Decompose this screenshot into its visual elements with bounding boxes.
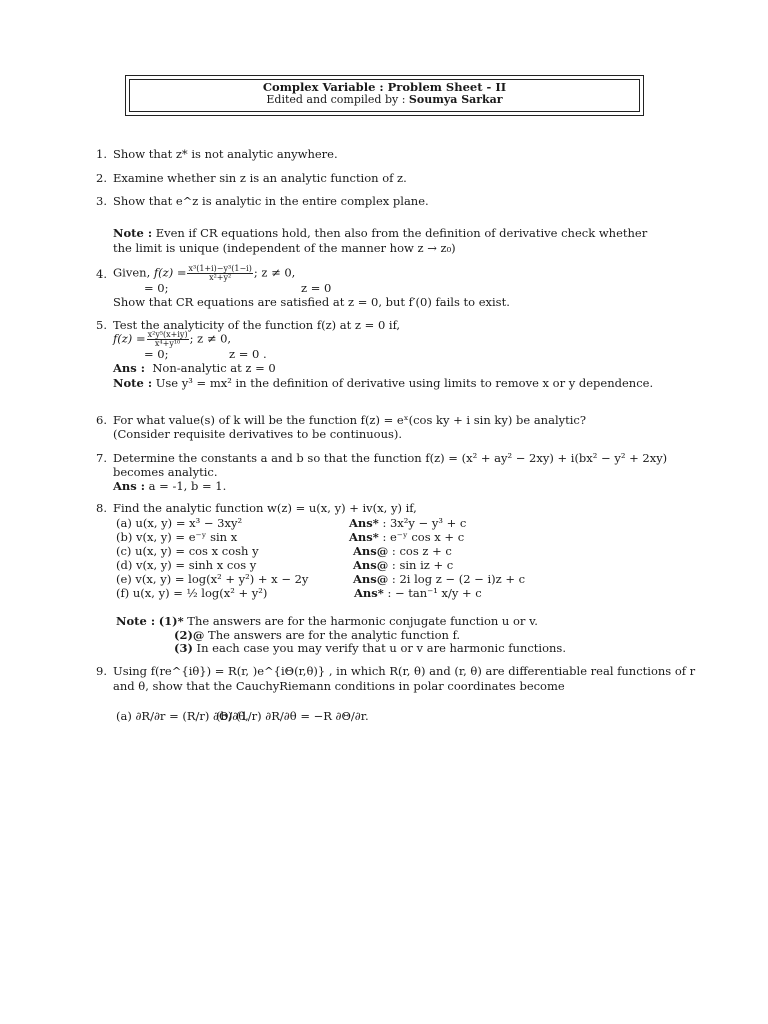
problem-8-note-3-text: In each case you may verify that u or v are harmonic functions. xyxy=(196,641,566,655)
problem-8-answer-f xyxy=(354,586,482,600)
problem-8-note-label: Note : xyxy=(116,614,156,628)
problem-1-text: Show that z* is not analytic anywhere. xyxy=(113,147,338,161)
problem-9-line-2: and θ, show that the CauchyRiemann conditions in polar coordinates become xyxy=(113,679,565,693)
problem-9-part-b: (b) (1/r) ∂R/∂θ = −R ∂Θ/∂r. xyxy=(216,709,369,723)
author-name: Soumya Sarkar xyxy=(408,93,503,106)
problem-7-ans-label: Ans : xyxy=(113,479,146,493)
problem-8-answer-c xyxy=(353,544,452,558)
problem-5-answer xyxy=(113,361,276,375)
problem-6-number: 6. xyxy=(96,413,107,427)
problem-9-part-a: (a) ∂R/∂r = (R/r) ∂Θ/∂θ, xyxy=(116,709,249,723)
problem-5-fz: f(z) = xyxy=(113,331,146,346)
problem-9-number: 9. xyxy=(96,664,107,678)
problem-8-ans-label-d: Ans@ xyxy=(353,558,389,572)
problem-6-line-1: For what value(s) of k will be the function f(z) = eˣ(cos ky + i sin ky) be analytic? xyxy=(113,413,587,427)
problem-4-line-3: Show that CR equations are satisfied at z = 0, but f′(0) fails to exist. xyxy=(113,295,510,309)
problem-8-number: 8. xyxy=(96,501,107,515)
problem-5-note xyxy=(113,376,653,390)
problem-7-ans-text: a = -1, b = 1. xyxy=(148,479,227,493)
problem-5-number: 5. xyxy=(96,318,107,332)
note-1-line-1 xyxy=(113,226,647,240)
problem-8-answer-a xyxy=(349,516,466,530)
problem-8-ans-label-c: Ans@ xyxy=(353,544,389,558)
problem-8-ans-label-f: Ans* xyxy=(354,586,384,600)
problem-4-condition-1: ; z ≠ 0, xyxy=(253,265,296,280)
problem-3-text: Show that e^z is analytic in the entire complex plane. xyxy=(113,194,429,208)
problem-8-item-c: (c) u(x, y) = cos x cosh y xyxy=(116,544,259,558)
note-1-label: Note : xyxy=(113,226,153,240)
problem-4-number: 4. xyxy=(96,267,107,281)
problem-5-condition-1: ; z ≠ 0, xyxy=(189,331,232,346)
problem-6-line-2: (Consider requisite derivatives to be continuous). xyxy=(113,427,403,441)
problem-5-fraction-denominator: x⁴+y¹⁰ xyxy=(154,339,181,348)
problem-8-ans-text-d: : sin iz + c xyxy=(391,558,454,572)
problem-8-ans-label-e: Ans@ xyxy=(353,572,389,586)
problem-2-text: Examine whether sin z is an analytic function of z. xyxy=(113,171,407,185)
problem-5-note-text: Use y³ = mx² in the definition of derivative using limits to remove x or y dependence. xyxy=(155,376,654,390)
problem-8-note-1 xyxy=(116,614,538,628)
problem-8-item-b: (b) v(x, y) = e⁻ʸ sin x xyxy=(116,530,238,544)
problem-8-note-1-mark: (1)* xyxy=(158,614,184,628)
problem-5-line-3-value: = 0; xyxy=(144,347,169,361)
problem-8-line-1: Find the analytic function w(z) = u(x, y) + iv(x, y) if, xyxy=(113,501,417,515)
problem-4-given: Given, xyxy=(113,265,151,280)
problem-8-ans-label-b: Ans* xyxy=(349,530,379,544)
problem-8-note-3 xyxy=(174,641,566,655)
problem-9-line-1: Using f(re^{iθ}) = R(r, )e^{iΘ(r,θ)} , in which R(r, θ) and (r, θ) are differentiable real functions of r xyxy=(113,664,696,678)
problem-8-ans-text-e: : 2i log z − (2 − i)z + c xyxy=(391,572,526,586)
problem-8-item-d: (d) v(x, y) = sinh x cos y xyxy=(116,558,257,572)
problem-7-number: 7. xyxy=(96,451,107,465)
problem-8-item-a: (a) u(x, y) = x³ − 3xy² xyxy=(116,516,243,530)
problem-5-ans-text: Non-analytic at z = 0 xyxy=(152,361,276,375)
problem-8-item-e: (e) v(x, y) = log(x² + y²) + x − 2y xyxy=(116,572,309,586)
note-1-line-2: the limit is unique (independent of the manner how z → z₀) xyxy=(113,241,456,255)
sheet-subtitle xyxy=(126,93,643,106)
problem-8-note-2-text: The answers are for the analytic function f. xyxy=(208,628,461,642)
header-box xyxy=(125,75,644,116)
note-1-text-1: Even if CR equations hold, then also from the definition of derivative check whether xyxy=(155,226,648,240)
problem-4-fraction-numerator: x³(1+i)−y³(1−i) xyxy=(188,264,252,273)
problem-2-number: 2. xyxy=(96,171,107,185)
problem-8-answer-d xyxy=(353,558,453,572)
problem-7-line-1: Determine the constants a and b so that the function f(z) = (x² + ay² − 2xy) + i(bx² − y² + 2xy) xyxy=(113,451,668,465)
problem-4-fz: f(z) = xyxy=(153,265,187,280)
problem-5-ans-label: Ans : xyxy=(113,361,146,375)
problem-4-line-1 xyxy=(113,265,295,282)
problem-8-note-2 xyxy=(174,628,460,642)
problem-5-line-3-condition: z = 0 . xyxy=(229,347,267,361)
problem-4-line-2-value: = 0; xyxy=(144,281,169,295)
problem-7-answer xyxy=(113,479,226,493)
problem-1-number: 1. xyxy=(96,147,107,161)
problem-7-line-2: becomes analytic. xyxy=(113,465,218,479)
problem-8-answer-b xyxy=(349,530,464,544)
problem-8-item-f: (f) u(x, y) = ½ log(x² + y²) xyxy=(116,586,268,600)
problem-8-ans-label-a: Ans* xyxy=(349,516,379,530)
sheet-title: Complex Variable : Problem Sheet - II xyxy=(262,80,507,94)
problem-8-ans-text-b: : e⁻ʸ cos x + c xyxy=(382,530,465,544)
problem-4-line-2-condition: z = 0 xyxy=(301,281,332,295)
problem-5-line-2 xyxy=(113,331,231,348)
problem-8-note-3-mark: (3) xyxy=(174,641,193,655)
problem-8-ans-text-a: : 3x²y − y³ + c xyxy=(382,516,467,530)
problem-4-fraction xyxy=(187,265,252,282)
problem-8-ans-text-f: : − tan⁻¹ x/y + c xyxy=(387,586,482,600)
problem-8-note-2-mark: (2)@ xyxy=(174,628,205,642)
subtitle-prefix: Edited and compiled by : xyxy=(266,93,409,106)
problem-5-note-label: Note : xyxy=(113,376,153,390)
problem-8-answer-e xyxy=(353,572,525,586)
problem-5-fraction-numerator: x²y⁵(x+iy) xyxy=(147,330,188,339)
problem-8-note-1-text: The answers are for the harmonic conjugate function u or v. xyxy=(187,614,538,628)
problem-4-fraction-denominator: x²+y² xyxy=(209,273,232,282)
problem-3-number: 3. xyxy=(96,194,107,208)
problem-5-fraction xyxy=(147,331,189,348)
problem-5-line-1: Test the analyticity of the function f(z) at z = 0 if, xyxy=(113,318,401,332)
problem-8-ans-text-c: : cos z + c xyxy=(391,544,452,558)
